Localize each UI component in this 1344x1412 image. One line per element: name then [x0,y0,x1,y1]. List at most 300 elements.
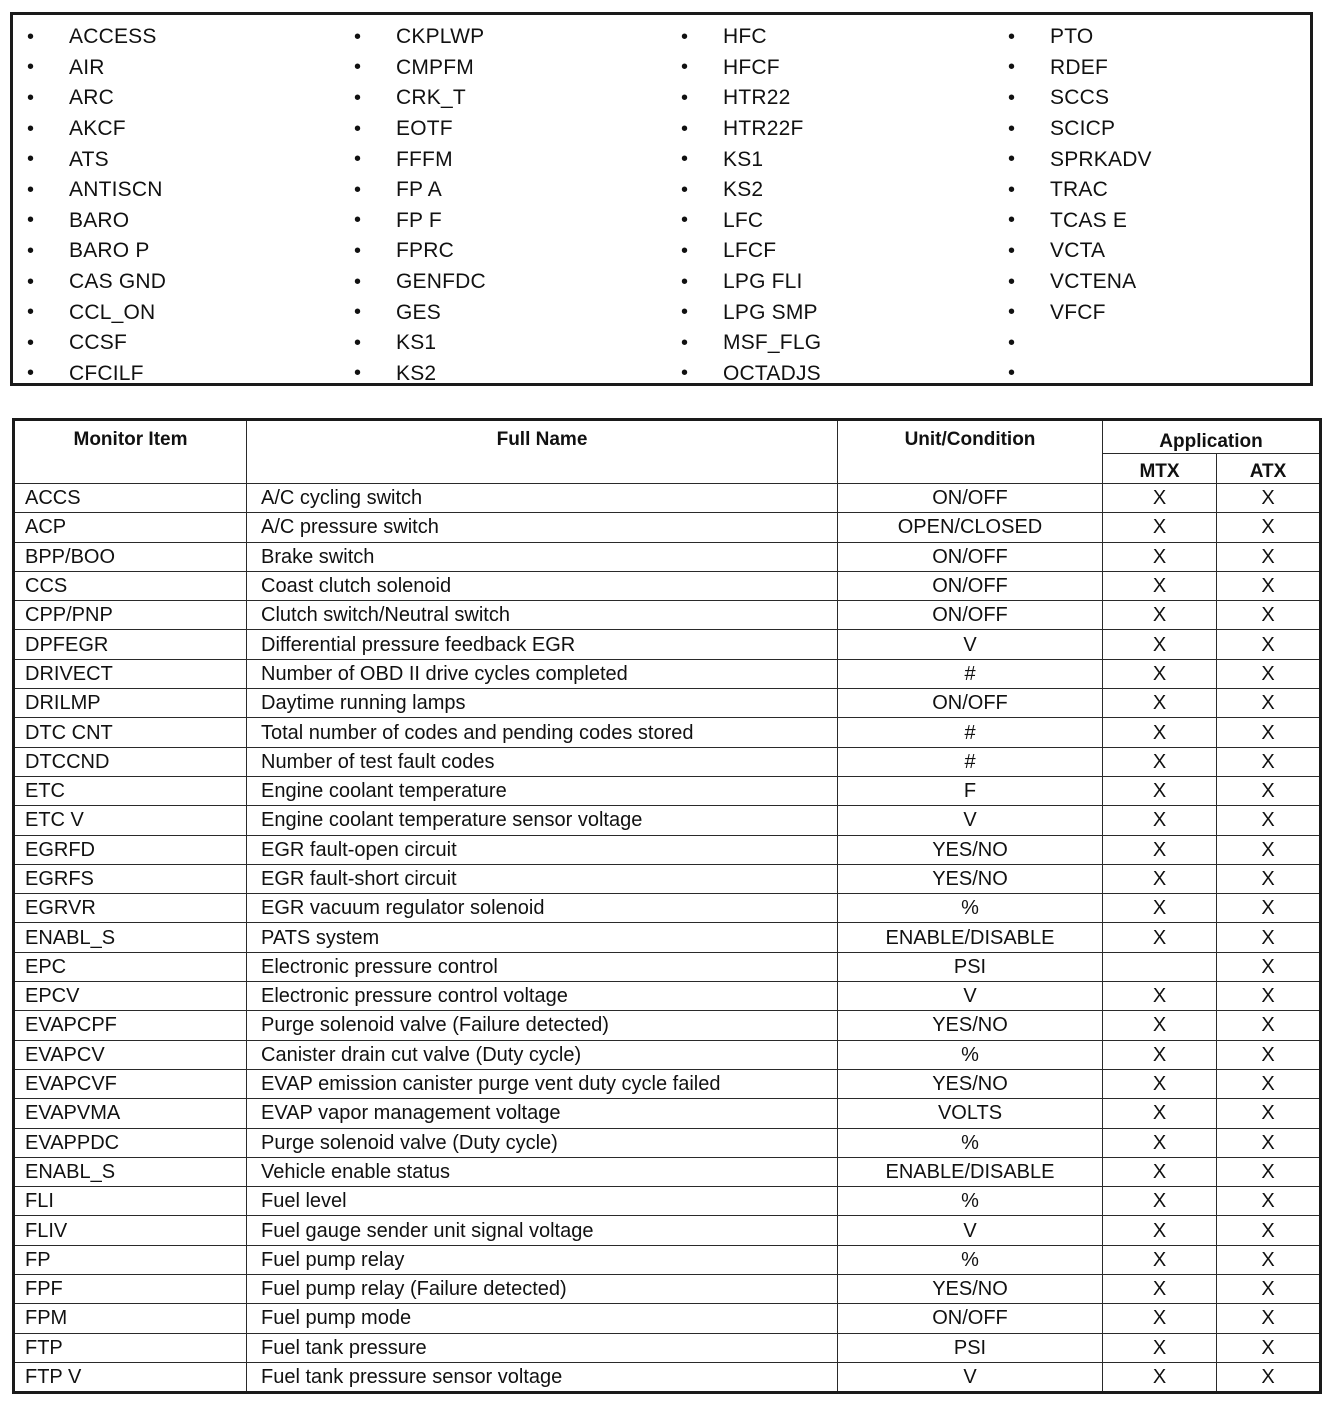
cell-mtx: X [1103,1304,1217,1333]
bullet-item-label: CFCILF [69,361,144,385]
bullet-item-label: BARO [69,208,130,232]
bullet-dot-icon: • [27,331,35,354]
cell-monitor-item: ENABL_S [14,923,247,952]
cell-monitor-item: FLI [14,1187,247,1216]
cell-full-name: Fuel pump mode [247,1304,838,1333]
cell-mtx: X [1103,1157,1217,1186]
bullet-item [667,267,993,298]
bullet-item-label: PTO [1050,25,1094,49]
header-atx: ATX [1217,454,1321,484]
bullet-item-label: HTR22 [723,86,791,110]
cell-monitor-item: EGRFS [14,864,247,893]
cell-atx: X [1217,542,1321,571]
bullet-item [13,236,339,267]
cell-monitor-item: DRIVECT [14,659,247,688]
bullet-dot-icon: • [1008,117,1016,140]
cell-full-name: Vehicle enable status [247,1157,838,1186]
bullet-item [994,83,1310,114]
bullet-item [340,114,666,145]
cell-full-name: Brake switch [247,542,838,571]
bullet-dot-icon: • [354,148,362,171]
bullet-item-label: KS1 [396,331,437,355]
cell-unit-condition: ON/OFF [838,1304,1103,1333]
bullet-item-label: SCICP [1050,117,1116,141]
cell-mtx: X [1103,747,1217,776]
table-row [14,513,1321,542]
bullet-item-label: HFCF [723,55,780,79]
cell-unit-condition: PSI [838,952,1103,981]
cell-full-name: Fuel pump relay [247,1245,838,1274]
bullet-dot-icon: • [27,117,35,140]
cell-monitor-item: EVAPVMA [14,1099,247,1128]
bullet-item [13,22,339,53]
bullet-item [340,236,666,267]
cell-monitor-item: ETC V [14,806,247,835]
cell-unit-condition: YES/NO [838,864,1103,893]
bullet-item-label: EOTF [396,117,453,141]
bullet-column [667,22,993,389]
bullet-item [994,359,1310,390]
table-row [14,1304,1321,1333]
cell-mtx: X [1103,659,1217,688]
cell-atx: X [1217,659,1321,688]
bullet-item [340,175,666,206]
cell-mtx: X [1103,1275,1217,1304]
cell-unit-condition: # [838,659,1103,688]
bullet-dot-icon: • [354,362,362,385]
bullet-dot-icon: • [1008,56,1016,79]
bullet-item [13,83,339,114]
cell-monitor-item: BPP/BOO [14,542,247,571]
cell-mtx: X [1103,1040,1217,1069]
bullet-item [667,328,993,359]
cell-unit-condition: ON/OFF [838,689,1103,718]
cell-full-name: Differential pressure feedback EGR [247,630,838,659]
bullet-item-label: HFC [723,25,767,49]
bullet-item [994,144,1310,175]
bullet-dot-icon: • [681,148,689,171]
cell-monitor-item: EVAPCPF [14,1011,247,1040]
cell-monitor-item: EPC [14,952,247,981]
bullet-item-label: SPRKADV [1050,147,1152,171]
cell-monitor-item: FP [14,1245,247,1274]
table-row [14,1011,1321,1040]
cell-mtx: X [1103,1069,1217,1098]
table-row [14,571,1321,600]
table-row [14,601,1321,630]
bullet-dot-icon: • [681,56,689,79]
cell-monitor-item: EGRFD [14,835,247,864]
bullet-dot-icon: • [354,117,362,140]
table-row [14,923,1321,952]
cell-atx: X [1217,1216,1321,1245]
cell-mtx: X [1103,571,1217,600]
bullet-item [994,328,1310,359]
bullet-item [340,22,666,53]
bullet-item [13,297,339,328]
bullet-item [13,114,339,145]
cell-atx: X [1217,630,1321,659]
cell-atx: X [1217,1187,1321,1216]
bullet-item-label: TCAS E [1050,208,1128,232]
cell-atx: X [1217,894,1321,923]
cell-monitor-item: DPFEGR [14,630,247,659]
bullet-dot-icon: • [27,178,35,201]
cell-atx: X [1217,1333,1321,1362]
bullet-item [994,114,1310,145]
bullet-item [340,359,666,390]
bullet-item [340,83,666,114]
bullet-dot-icon: • [681,301,689,324]
cell-mtx: X [1103,513,1217,542]
cell-full-name: Fuel tank pressure sensor voltage [247,1362,838,1392]
cell-mtx: X [1103,1128,1217,1157]
cell-full-name: A/C cycling switch [247,484,838,513]
cell-unit-condition: % [838,1040,1103,1069]
bullet-dot-icon: • [681,239,689,262]
bullet-item [340,328,666,359]
table-row [14,1128,1321,1157]
bullet-item-label: KS2 [723,178,764,202]
bullet-dot-icon: • [354,301,362,324]
monitor-item-table [12,418,1322,1394]
bullet-column [13,22,339,389]
cell-monitor-item: EVAPCVF [14,1069,247,1098]
bullet-item [667,236,993,267]
cell-mtx: X [1103,1099,1217,1128]
cell-unit-condition: ON/OFF [838,571,1103,600]
bullet-item-label: VFCF [1050,300,1106,324]
bullet-dot-icon: • [681,270,689,293]
cell-unit-condition: % [838,894,1103,923]
cell-full-name: Purge solenoid valve (Failure detected) [247,1011,838,1040]
bullet-item-label: ARC [69,86,114,110]
table-row [14,1333,1321,1362]
cell-unit-condition: OPEN/CLOSED [838,513,1103,542]
bullet-item [13,328,339,359]
bullet-item [13,53,339,84]
cell-mtx: X [1103,601,1217,630]
bullet-item-label: KS2 [396,361,437,385]
cell-atx: X [1217,571,1321,600]
cell-monitor-item: EVAPPDC [14,1128,247,1157]
cell-unit-condition: % [838,1187,1103,1216]
cell-full-name: EGR fault-short circuit [247,864,838,893]
cell-mtx: X [1103,1187,1217,1216]
header-unit-condition: Unit/Condition [838,420,1103,484]
cell-full-name: EVAP vapor management voltage [247,1099,838,1128]
bullet-item [994,22,1310,53]
bullet-dot-icon: • [1008,239,1016,262]
cell-atx: X [1217,484,1321,513]
bullet-item [667,359,993,390]
cell-unit-condition: YES/NO [838,1011,1103,1040]
bullet-item-label: CMPFM [396,55,474,79]
bullet-dot-icon: • [354,25,362,48]
bullet-dot-icon: • [1008,331,1016,354]
bullet-item-label: VCTENA [1050,270,1137,294]
header-mtx: MTX [1103,454,1217,484]
table-row [14,484,1321,513]
cell-mtx: X [1103,689,1217,718]
cell-mtx: X [1103,806,1217,835]
table-row [14,835,1321,864]
cell-unit-condition: ON/OFF [838,484,1103,513]
cell-monitor-item: CCS [14,571,247,600]
bullet-item-label: LFCF [723,239,777,263]
bullet-item [13,359,339,390]
bullet-dot-icon: • [354,270,362,293]
cell-full-name: EVAP emission canister purge vent duty cycle failed [247,1069,838,1098]
bullet-item-label: OCTADJS [723,361,821,385]
bullet-item [994,267,1310,298]
cell-mtx: X [1103,923,1217,952]
cell-monitor-item: FLIV [14,1216,247,1245]
cell-unit-condition: V [838,982,1103,1011]
table-row [14,894,1321,923]
bullet-dot-icon: • [27,239,35,262]
table-row [14,1099,1321,1128]
cell-atx: X [1217,1128,1321,1157]
cell-atx: X [1217,513,1321,542]
bullet-dot-icon: • [1008,362,1016,385]
bullet-item [994,236,1310,267]
bullet-item-label: CAS GND [69,270,167,294]
bullet-column [340,22,666,389]
bullet-dot-icon: • [27,25,35,48]
pid-bullet-list [10,12,1313,386]
bullet-dot-icon: • [1008,209,1016,232]
cell-atx: X [1217,776,1321,805]
cell-mtx: X [1103,1362,1217,1392]
cell-monitor-item: ACP [14,513,247,542]
table-row [14,747,1321,776]
cell-full-name: EGR vacuum regulator solenoid [247,894,838,923]
bullet-dot-icon: • [27,301,35,324]
cell-atx: X [1217,689,1321,718]
bullet-item-label: CRK_T [396,86,466,110]
cell-atx: X [1217,1157,1321,1186]
cell-atx: X [1217,601,1321,630]
bullet-item-label: LPG SMP [723,300,818,324]
cell-monitor-item: FTP V [14,1362,247,1392]
cell-mtx: X [1103,1216,1217,1245]
bullet-item [667,144,993,175]
cell-monitor-item: CPP/PNP [14,601,247,630]
table-body [14,484,1321,1393]
table-row [14,1216,1321,1245]
bullet-item-label: FP F [396,208,442,232]
table-row [14,542,1321,571]
cell-monitor-item: FPM [14,1304,247,1333]
bullet-item-label: GES [396,300,441,324]
table-row [14,1069,1321,1098]
cell-atx: X [1217,1275,1321,1304]
cell-unit-condition: F [838,776,1103,805]
cell-full-name: Number of test fault codes [247,747,838,776]
table-row [14,1157,1321,1186]
cell-unit-condition: V [838,806,1103,835]
bullet-item-label: FPRC [396,239,454,263]
bullet-item [13,175,339,206]
table-row [14,689,1321,718]
cell-mtx: X [1103,982,1217,1011]
bullet-item [667,175,993,206]
bullet-dot-icon: • [681,209,689,232]
bullet-dot-icon: • [1008,86,1016,109]
bullet-item-label: ANTISCN [69,178,163,202]
cell-monitor-item: FTP [14,1333,247,1362]
header-full-name: Full Name [247,420,838,484]
bullet-item [667,22,993,53]
header-monitor-item: Monitor Item [14,420,247,484]
bullet-dot-icon: • [354,209,362,232]
bullet-item-label: LPG FLI [723,270,803,294]
table-row [14,659,1321,688]
cell-atx: X [1217,835,1321,864]
bullet-item [667,53,993,84]
bullet-item [13,144,339,175]
bullet-item-label: ATS [69,147,109,171]
cell-mtx: X [1103,776,1217,805]
bullet-item [994,53,1310,84]
bullet-dot-icon: • [681,86,689,109]
cell-monitor-item: ETC [14,776,247,805]
bullet-item-label: FFFM [396,147,453,171]
cell-atx: X [1217,1069,1321,1098]
bullet-item [340,297,666,328]
bullet-item-label: LFC [723,208,764,232]
bullet-item-label: CCSF [69,331,127,355]
cell-mtx: X [1103,1011,1217,1040]
bullet-item [340,206,666,237]
bullet-item-label: VCTA [1050,239,1106,263]
bullet-item [667,297,993,328]
bullet-item-label: HTR22F [723,117,804,141]
cell-full-name: Fuel level [247,1187,838,1216]
bullet-dot-icon: • [1008,178,1016,201]
cell-full-name: EGR fault-open circuit [247,835,838,864]
bullet-item [340,144,666,175]
cell-full-name: Fuel gauge sender unit signal voltage [247,1216,838,1245]
bullet-dot-icon: • [354,56,362,79]
bullet-dot-icon: • [27,56,35,79]
bullet-dot-icon: • [1008,301,1016,324]
cell-unit-condition: YES/NO [838,1069,1103,1098]
cell-atx: X [1217,952,1321,981]
cell-atx: X [1217,982,1321,1011]
cell-monitor-item: EGRVR [14,894,247,923]
bullet-dot-icon: • [1008,270,1016,293]
bullet-dot-icon: • [354,86,362,109]
bullet-item-label: AIR [69,55,105,79]
bullet-item-label: SCCS [1050,86,1110,110]
cell-atx: X [1217,806,1321,835]
bullet-dot-icon: • [354,239,362,262]
cell-atx: X [1217,747,1321,776]
cell-full-name: Clutch switch/Neutral switch [247,601,838,630]
bullet-dot-icon: • [1008,148,1016,171]
bullet-item [994,206,1310,237]
table-row [14,952,1321,981]
bullet-dot-icon: • [354,331,362,354]
cell-mtx: X [1103,1245,1217,1274]
bullet-dot-icon: • [681,331,689,354]
bullet-dot-icon: • [27,148,35,171]
table-row [14,864,1321,893]
table-row [14,1362,1321,1392]
table-row [14,1040,1321,1069]
cell-unit-condition: YES/NO [838,1275,1103,1304]
bullet-item-label: BARO P [69,239,150,263]
bullet-item [667,114,993,145]
cell-unit-condition: ON/OFF [838,601,1103,630]
bullet-item [13,206,339,237]
header-application: Application [1103,420,1321,454]
cell-mtx: X [1103,630,1217,659]
bullet-item-label: MSF_FLG [723,331,822,355]
cell-mtx: X [1103,1333,1217,1362]
cell-atx: X [1217,1099,1321,1128]
bullet-item-label: TRAC [1050,178,1108,202]
table-row [14,718,1321,747]
bullet-dot-icon: • [681,178,689,201]
bullet-dot-icon: • [1008,25,1016,48]
cell-full-name: Engine coolant temperature [247,776,838,805]
bullet-item [13,267,339,298]
bullet-item-label: ACCESS [69,25,157,49]
cell-atx: X [1217,1040,1321,1069]
bullet-dot-icon: • [27,209,35,232]
table-row [14,1275,1321,1304]
cell-full-name: PATS system [247,923,838,952]
cell-atx: X [1217,1362,1321,1392]
cell-atx: X [1217,718,1321,747]
bullet-item [994,297,1310,328]
cell-mtx: X [1103,864,1217,893]
bullet-item-label: RDEF [1050,55,1108,79]
cell-unit-condition: V [838,1362,1103,1392]
cell-full-name: Number of OBD II drive cycles completed [247,659,838,688]
bullet-column [994,22,1310,389]
cell-full-name: A/C pressure switch [247,513,838,542]
bullet-dot-icon: • [27,86,35,109]
cell-unit-condition: # [838,718,1103,747]
cell-unit-condition: PSI [838,1333,1103,1362]
cell-mtx: X [1103,718,1217,747]
bullet-dot-icon: • [681,25,689,48]
bullet-item-label: CKPLWP [396,25,485,49]
table-row [14,1187,1321,1216]
cell-full-name: Fuel pump relay (Failure detected) [247,1275,838,1304]
cell-monitor-item: ENABL_S [14,1157,247,1186]
cell-mtx [1103,952,1217,981]
cell-full-name: Electronic pressure control [247,952,838,981]
cell-full-name: Daytime running lamps [247,689,838,718]
table-row [14,1245,1321,1274]
cell-unit-condition: V [838,630,1103,659]
table-row [14,776,1321,805]
cell-full-name: Fuel tank pressure [247,1333,838,1362]
bullet-dot-icon: • [681,117,689,140]
cell-full-name: Canister drain cut valve (Duty cycle) [247,1040,838,1069]
bullet-item [994,175,1310,206]
cell-unit-condition: V [838,1216,1103,1245]
cell-atx: X [1217,1011,1321,1040]
bullet-item [667,83,993,114]
cell-unit-condition: ON/OFF [838,542,1103,571]
bullet-item-label: CCL_ON [69,300,156,324]
